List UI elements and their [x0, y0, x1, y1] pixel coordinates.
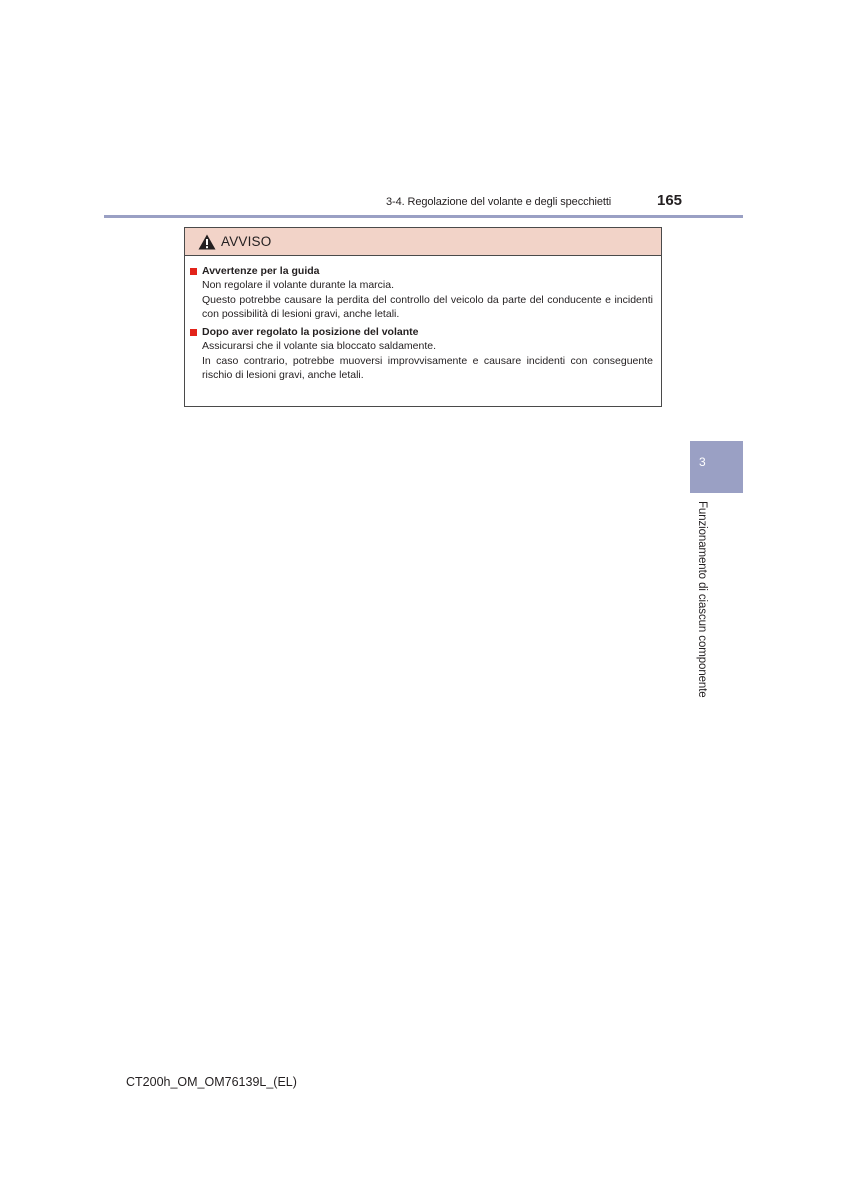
- item-text: [190, 339, 653, 382]
- warning-body: [185, 256, 661, 382]
- warning-header: [185, 228, 661, 256]
- chapter-number: 3: [699, 455, 706, 469]
- item-line: Assicurarsi che il volante sia bloccato saldamente.: [202, 340, 437, 353]
- item-heading: [190, 325, 653, 339]
- item-heading: [190, 264, 653, 278]
- page-number: 165: [657, 192, 683, 209]
- warning-item: [190, 325, 653, 382]
- chapter-tab: [690, 441, 743, 493]
- item-line: In caso contrario, potrebbe muoversi improvvisamente e causare incidenti con conseguente rischio di lesioni gravi, anche letali.: [202, 354, 653, 382]
- chapter-title: Funzionamento di ciascun componente: [696, 501, 708, 698]
- bullet-square-icon: [190, 329, 197, 336]
- item-heading-text: Avvertenze per la guida: [202, 265, 320, 277]
- warning-triangle-icon: [198, 234, 216, 250]
- warning-title: AVVISO: [221, 234, 272, 249]
- warning-item: [190, 264, 653, 321]
- footer-code: CT200h_OM_OM76139L_(EL): [126, 1075, 297, 1089]
- warning-box: [184, 227, 662, 407]
- item-line: Questo potrebbe causare la perdita del controllo del veicolo da parte del conducente e incidenti con possibilità di lesioni gravi, anche letali.: [202, 293, 653, 320]
- item-text: [190, 278, 653, 321]
- item-heading-text: Dopo aver regolato la posizione del volante: [202, 326, 419, 339]
- item-line: Non regolare il volante durante la marcia.: [202, 279, 395, 292]
- section-title: 3-4. Regolazione del volante e degli specchietti: [386, 196, 612, 208]
- bullet-square-icon: [190, 268, 197, 275]
- header-rule: [104, 215, 743, 218]
